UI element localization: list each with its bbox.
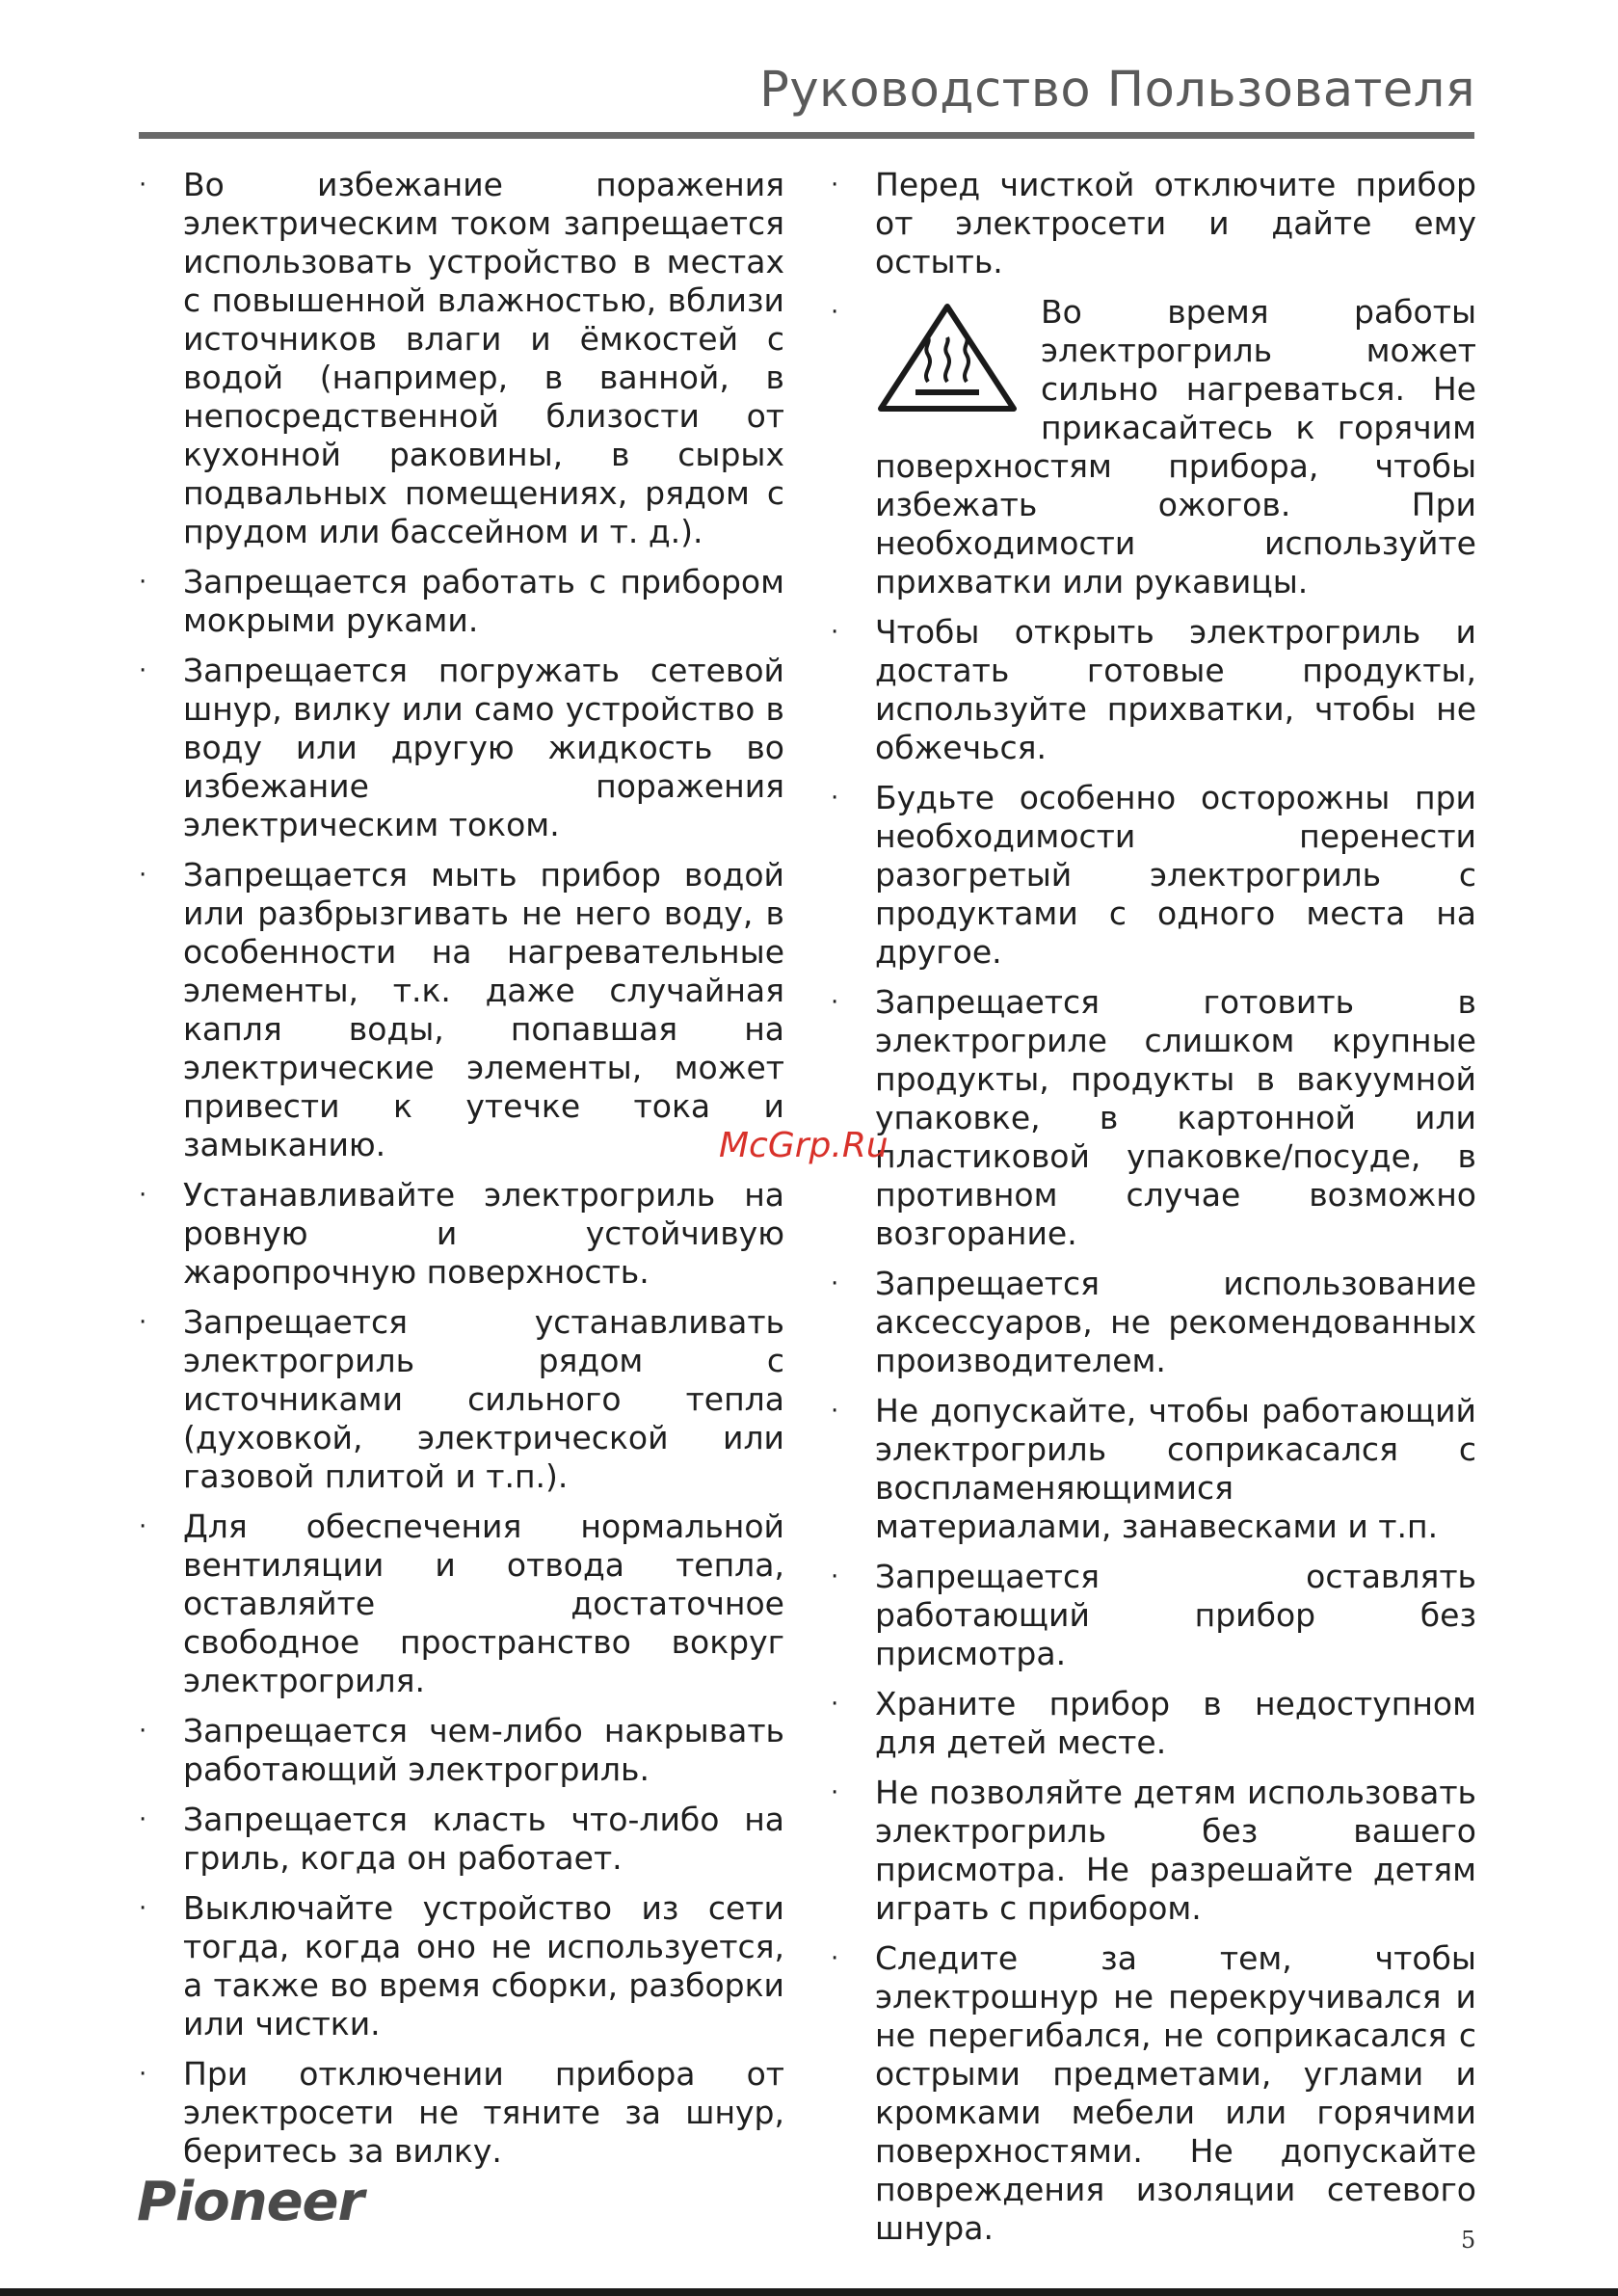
header-divider <box>139 132 1474 139</box>
bullet-icon: · <box>139 2060 147 2089</box>
list-item <box>831 983 1476 1253</box>
page-title: Руководство Пользователя <box>759 62 1475 119</box>
page-number: 5 <box>1461 2227 1476 2254</box>
bullet-icon: · <box>831 1269 839 1298</box>
list-item <box>139 166 784 551</box>
bullet-icon: · <box>139 1512 147 1541</box>
list-item-text: Будьте особенно осторожны при необходимости перенести разогретый электрогриль с продуктами с одного места на другое. <box>875 779 1476 971</box>
bullet-icon: · <box>831 298 839 327</box>
bullet-icon: · <box>139 861 147 890</box>
list-item-text: Запрещается класть что-либо на гриль, когда он работает. <box>183 1801 784 1877</box>
list-item <box>139 2055 784 2171</box>
list-item-text: Не позволяйте детям использовать электрогриль без вашего присмотра. Не разрешайте детям играть с прибором. <box>875 1774 1476 1927</box>
list-item-text: Во время работы электрогриль может сильно нагреваться. Не прикасайтесь к горячим поверхностям прибора, чтобы избежать ожогов. При необходимости используйте прихватки или рукавицы. <box>875 293 1476 601</box>
list-item-text: Запрещается использование аксессуаров, не рекомендованных производителем. <box>875 1265 1476 1379</box>
bullet-icon: · <box>139 1308 147 1337</box>
hot-surface-warning-icon <box>875 301 1020 414</box>
bullet-icon: · <box>831 1397 839 1426</box>
list-item <box>831 1558 1476 1673</box>
list-item-text: При отключении прибора от электросети не тяните за шнур, беритесь за вилку. <box>183 2055 784 2170</box>
list-item-text: Чтобы открыть электрогриль и достать готовые продукты, используйте прихватки, чтобы не обжечься. <box>875 613 1476 766</box>
list-item-text: Не допускайте, чтобы работающий электрогриль соприкасался с воспламеняющимися материалами, занавесками и т.п. <box>875 1392 1476 1545</box>
bullet-icon: · <box>831 784 839 813</box>
bullet-icon: · <box>139 568 147 597</box>
bullet-icon: · <box>831 1690 839 1719</box>
bullet-icon: · <box>831 1944 839 1973</box>
list-item-text: Храните прибор в недоступном для детей месте. <box>875 1685 1476 1761</box>
bullet-icon: · <box>139 171 147 200</box>
list-item <box>139 1801 784 1878</box>
list-item <box>831 1685 1476 1762</box>
left-column-list <box>139 166 784 2182</box>
list-item-text: Во избежание поражения электрическим током запрещается использовать устройство в местах с повышенной влажностью, вблизи источников влаги и ёмкостей с водой (например, в ванной, в непосредственной близости от кухонной раковины, в сырых подвальных помещениях, рядом с прудом или бассейном и т. д.). <box>183 166 784 550</box>
list-item <box>831 166 1476 281</box>
brand-logo: Pioneer <box>137 2171 364 2233</box>
list-item <box>831 1774 1476 1928</box>
bullet-icon: · <box>831 988 839 1017</box>
list-item-text: Устанавливайте электрогриль на ровную и устойчивую жаропрочную поверхность. <box>183 1176 784 1291</box>
list-item <box>831 1939 1476 2248</box>
list-item-text: Запрещается чем-либо накрывать работающий электрогриль. <box>183 1712 784 1788</box>
list-item-text: Запрещается устанавливать электрогриль рядом с источниками сильного тепла (духовкой, электрической или газовой плитой и т.п.). <box>183 1303 784 1495</box>
list-item <box>139 856 784 1164</box>
list-item-text: Для обеспечения нормальной вентиляции и отвода тепла, оставляйте достаточное свободное пространство вокруг электрогриля. <box>183 1508 784 1699</box>
list-item-text: Запрещается готовить в электрогриле слишком крупные продукты, продукты в вакуумной упаковке, в картонной или пластиковой упаковке/посуде, в противном случае возможно возгорание. <box>875 983 1476 1252</box>
list-item <box>831 1265 1476 1380</box>
list-item-text: Следите за тем, чтобы электрошнур не перекручивался и не перегибался, не соприкасался с острыми предметами, углами и кромками мебели или горячими поверхностями. Не допускайте повреждения изоляции сетевого шнура. <box>875 1939 1476 2247</box>
bullet-icon: · <box>831 1562 839 1591</box>
list-item-text: Запрещается погружать сетевой шнур, вилку или само устройство в воду или другую жидкость во избежание поражения электрическим током. <box>183 652 784 843</box>
bullet-icon: · <box>139 1894 147 1923</box>
bullet-icon: · <box>139 1805 147 1834</box>
list-item-text: Выключайте устройство из сети тогда, когда оно не используется, а также во время сборки, разборки или чистки. <box>183 1889 784 2042</box>
list-item <box>139 1303 784 1496</box>
bullet-icon: · <box>831 618 839 647</box>
bullet-icon: · <box>139 1717 147 1746</box>
bottom-band <box>0 2288 1618 2296</box>
list-item <box>831 613 1476 767</box>
bullet-icon: · <box>831 1778 839 1807</box>
list-item <box>831 1392 1476 1546</box>
right-column-list <box>831 166 1476 2259</box>
list-item <box>139 1176 784 1292</box>
bullet-icon: · <box>831 171 839 200</box>
watermark: McGrp.Ru <box>719 1126 889 1165</box>
list-item-text: Запрещается мыть прибор водой или разбрызгивать не него воду, в особенности на нагревательные элементы, т.к. даже случайная капля воды, попавшая на электрические элементы, может привести к утечке тока и замыканию. <box>183 856 784 1163</box>
list-item <box>831 293 1476 601</box>
list-item <box>139 563 784 640</box>
bullet-icon: · <box>139 656 147 685</box>
list-item <box>139 1889 784 2043</box>
list-item-text: Запрещается оставлять работающий прибор без присмотра. <box>875 1558 1476 1672</box>
list-item <box>139 1508 784 1700</box>
list-item <box>831 779 1476 972</box>
list-item <box>139 1712 784 1789</box>
list-item <box>139 652 784 844</box>
bullet-icon: · <box>139 1181 147 1210</box>
list-item-text: Перед чисткой отключите прибор от электросети и дайте ему остыть. <box>875 166 1476 280</box>
list-item-text: Запрещается работать с прибором мокрыми руками. <box>183 563 784 639</box>
